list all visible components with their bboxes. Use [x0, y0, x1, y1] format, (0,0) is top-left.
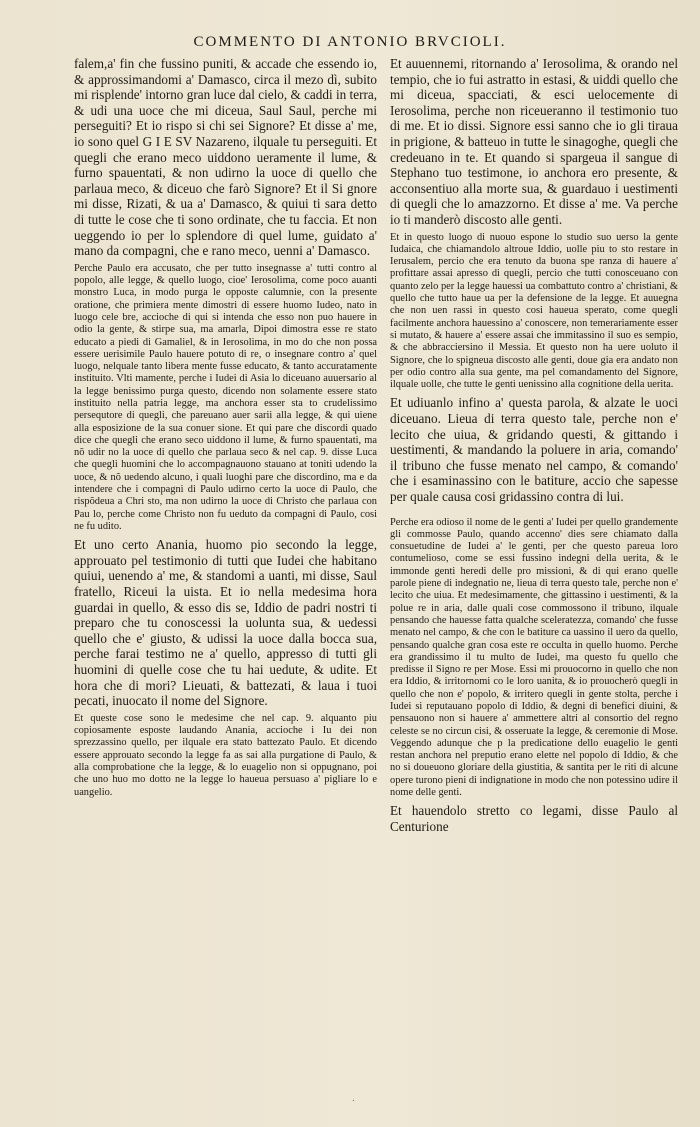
paragraph-gap — [390, 509, 678, 517]
left-paragraph-3: Et uno certo Anania, huomo pio secondo la legge, approuato pel testimonio di tutti que Iudei che habitano quiui, uenendo a' me, & standomi a uanti, mi disse, Saul fratello, Riceui la uista. Et io nella medesima hora guardai in quello, & esso dis se, Iddio de padri nostri ti preparo che tu conoscessi la uolunta sua, & uedessi quello che e' giusto, & udissi la uoce dalla bocca sua, perche farai testimo ne a' quello, appresso di tutti gli huomini di quelle cose che tu hai uedute, & udite. Et hora che di mori? Lieuati, & battezati, & laua i tuoi pecati, inuocato il nome del Signore. — [74, 537, 377, 709]
right-column — [390, 56, 678, 1076]
right-paragraph-1: Et auuennemi, ritornando a' Ierosolima, & orando nel tempio, che io fui astratto in estasi, & uiddi quello che mi diceua, spacciati, & esci uelocemente di Ierosolima, perche non riceueranno il testimonio tuo di me. Et io dissi. Signore essi sanno che io gli tiraua in prigione, & batteuo in tutte le sinagoghe, quegli che credeuano in te. Et quando si spargeua il sangue di Stephano tuo testimone, io anchora ero presente, & acconsentiuo alla morte sua, & guardauo i uestimenti di quegli che lo amazzorno. Et disse a' me. Va perche io ti manderò discosto alle genti. — [390, 56, 678, 227]
right-paragraph-3: Et udiuanlo infino a' questa parola, & alzate le uoci diceuano. Lieua di terra questo tale, perche non e' lecito che uiua, & gridando questi, & gittando i uestimenti, & mandando la poluere in aria, comando' il tribuno che fusse menato nel campo, & comando' che i esaminassino con le batiture, accio che sapesse per quale causa cosi gridassino contra di lui. — [390, 395, 678, 504]
left-paragraph-2: Perche Paulo era accusato, che per tutto insegnasse a' tutti contro al popolo, alle legge, & quello luogo, cioe' Ierosolima, come poco auanti monstro Luca, in modo purga le opposte calumnie, con la presente oratione, che primiera mente dimostri di essere huomo Iudeo, nato in luogo cele bre, accioche di qui si intenda che esso non puo hauere in odio la gente, & stirpe sua, ma amarla, Dipoi dimostra esse re stato educato a piedi di Gamaliel, & in Ierosolima, in mo do che non possa essere uerisimile Paulo hauere potuto di re, o insegnare contro a' quel luogo, nelquale tanto libera mente fusse educato, & tanto accuratamente instituito. Vlti mamente, perche i Iudei di Asia lo diceuano auuersario al la legge benissimo purga questo, dicendo non solamente essere stato instituito nella patria legge, ma anchora esser sta to crudelissimo persequtore di quegli, che pareuano auer sarii alla legge, & qui uiene alla esposizione de la sua conuer sione. Et qui pare che discordi quado dice che quegli che erano seco uiddono il lume, & furno spauentati, ma nõ udir no la uoce di quello che parlaua seco & nel cap. 9. disse Luca che quegli huomini che lo accompagnauono stauano at toniti udendo la uoce, & nõ uedendo alcuno, i quali luoghi pare che discordino, ma e da intendere che i compagni di Paulo udirno certo la uoce di Paulo, che rispõdeua a Chri sto, ma non udirno la uoce di Christo che parlaua con Pau lo, perche come Christo non fu ueduto da compagni di Paulo, cosi ne fu udito. — [74, 262, 377, 532]
right-paragraph-2: Et in questo luogo di nuouo espone lo studio suo uerso la gente Iudaica, che chiamandolo altroue Iddio, uolle piu to sto restare in Ierusalem, percio che era tenuto da buona spe ranza di hauere a' profittare assai apresso di quegli, percio che tutti conosceuano con quanto zelo per la legge hauessi ua combattuto contro a' christiani, & quello che tutto haue ua per la defensione de la legge. Et auuegna che non uen rassi in questo cosi haueua sperato, come quegli facilmente anchora hauessino a' conoscere, non temerariamente esser si mutato, & hauere a' essere assai che immitassino il suo es sempio, & che abbracciersino il Messia. Et questo non ha uere uoluto il Signore, che lo spigneua discosto alle genti, doue gia era andato non per odio contro alla sua gente, ma pel comandamento del Signore, ilquale uolle, che tutte le genti uenissino alla cognitione della uerita. — [390, 231, 678, 391]
left-paragraph-1: falem,a' fin che fussino puniti, & accade che essendo io, & approssimandomi a' Damasco, circa il mezo dì, subito mi risplende' intorno gran luce dal cielo, & caddi in terra, & udi una uoce che mi diceua, Saul Saul, perche mi perseguiti? Et io rispo si chi sei Signore? Et disse a' me, io sono quel G I E SV Nazareno, ilquale tu perseguiti. Et quegli che erano meco uiddono ueramente il lume, & furno spauentati, & non udirno la uoce di quello che parlaua meco, & diceuo che farò Signore? Et il Si gnore mi disse, Rizati, & ua a' Damasco, & quiui ti sara detto di tutte le cose che ti sono ordinate, che tu faccia. Et non ueggendo io per lo splendore di quel lume, guidato a' mano da compagni, che e rano meco, uenni a' Damasco. — [74, 56, 377, 259]
footer-mark: . — [352, 1094, 355, 1104]
left-column — [74, 56, 377, 1076]
page-header: COMMENTO DI ANTONIO BRVCIOLI. — [193, 34, 507, 50]
right-paragraph-5: Et hauendolo stretto co legami, disse Paulo al Centurione — [390, 803, 678, 834]
right-paragraph-4: Perche era odioso il nome de le genti a' Iudei per quello grandemente gli commosse Paulo, quando accenno' dies sere chiamato dalla consuetudine de Iudei a' le genti, per che questo pareua loro contumelioso, come se essi fussino indegni della uerita, & le immonde genti heredi delle pro missioni, & di qui erano quelle parole piene di indegnatio ne, lieua di terra questo tale, perche non e' lecito che uiua. Et medesimamente, che gittassino i uestimenti, & la polue re in aria, dalle quali cose commossono il tribuno, ilquale pensando che hauesse fatta qualche sceleratezza, comando' che fusse menato nel campo, & che con le batiture ca uassino il uero da quello, pensando qualche gran cosa este re occulta in quello huomo. Perche era grandissimo il tu multo de Iudei, ma questo fu quello che predisse il Signo re per Mose. Essi mi prouocorno in quello che non era Iddio, & irritornomi co le loro uanita, & io prouocherò quegli in quello che non e' popolo, & irritero quegli in gente stolta, perche i Iudei si reputauano popolo di Iddio, & degni di benefici diuini, & pensauono non si hauere a' ammettere altri al consortio del regno celeste se no circun cisi, & osseruate la legge, & ceremonie di Mose. Veggendo adunque che p la predicatione dello euagelio le genti restan anchora nel preputio erano elette nel popolo di Iddio, & che no si doueuono gloriare della giustitia, & santita per le riti di alcune opere turono pieni di indignatione in modo che non potessino udire il nome delle genti. — [390, 516, 678, 799]
left-paragraph-4: Et queste cose sono le medesime che nel cap. 9. alquanto piu copiosamente esposte laudando Anania, accioche i Iu dei non sprezzassino quello, per ilquale era stato battezato Paulo. Et dicendo essere approuato secondo la legge fa as sai alla purgatione di Paulo, & alla comprobatione che la legge, & lo euagelio non si oppugnano, poi che uno huo mo dotto ne la legge lo haueua persuaso a' pigliare lo e uangelio. — [74, 712, 377, 798]
